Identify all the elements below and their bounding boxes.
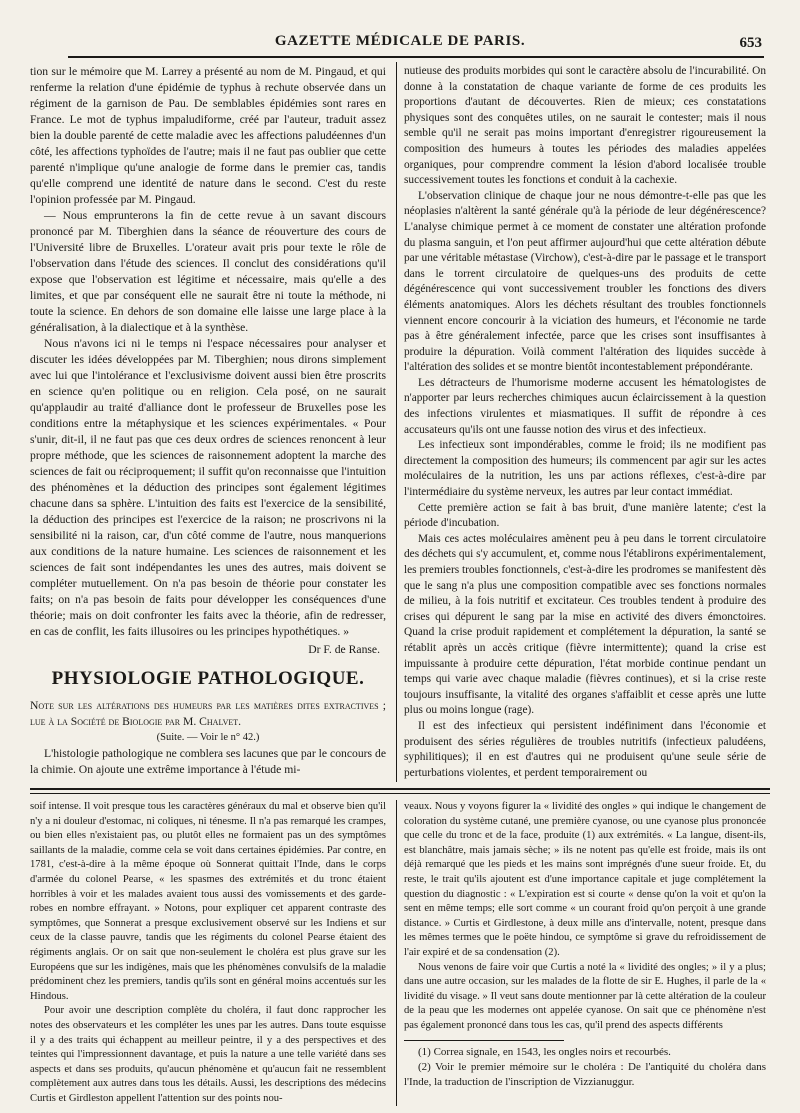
footnote: (2) Voir le premier mémoire sur le choléra : De l'antiquité du choléra dans l'Inde, la traduction de l'inscription de Vizzianuggur. — [404, 1060, 766, 1088]
article-paragraph: Mais ces actes moléculaires amènent peu à peu dans le torrent circulatoire des déchets qui s'y accumulent, et, comme nous l'établirons expérimentalement, les premiers troubles fonctionnels, c'est-à-dire les prodromes se manifestent dès que le sang n'a plus une composition compatible avec ses fonctions normales de milieu, à la fois nutritif et excitateur. Ces troubles tendent à produire des crises qui dépurent le sang par la mise en activité des divers émonctoires. Quand la crise produit rapidement et complétement la dépuration, la santé se rétablit après un accès critique (fièvre intermittente); quand la crise est impuissante à produire cette dépuration, l'état morbide continue pendant un temps qui varie avec chaque maladie (fièvres continues), et si la crise reste toujours insuffisante, la vitalité des organes s'affaiblit et cesse après une lutte plus ou moins longue (rage). — [404, 532, 766, 717]
column-divider — [396, 62, 397, 782]
article-paragraph: L'observation clinique de chaque jour ne nous démontre-t-elle pas que les néoplasies n'altèrent la santé générale qu'à la période de leur dégénérescence? L'analyse chimique permet à ce moment de constater une altération profonde du plasma sanguin, et l'on peut affirmer aujourd'hui que cette altération débute par une véritable métastase (Virchow), c'est-à-dire par le passage et le transport dans le torrent circulatoire de quelques-uns des produits de cette dégénérescence qui vont successivement troubler les fonctions des divers éléments anatomiques. Alors les déchets résultant des troubles fonctionnels viennent encore concourir à la viciation des humeurs, et l'économie ne tarde pas à être généralement infectée, parce que les crises sont insuffisantes à produire la dépuration. Voilà comment l'altération des liquides succède à l'altération des solides et se montre bientôt incontestablement prépondérante. — [404, 189, 766, 374]
page-number: 653 — [739, 35, 762, 51]
author-signature: Dr F. de Ranse. — [308, 643, 380, 656]
section-divider-thin — [30, 793, 770, 794]
article-paragraph: — Nous emprunterons la fin de cette revue à un savant discours prononcé par M. Tiberghien dans la séance de réouverture des cours de l'Université libre de Bruxelles. L'orateur avait pris pour texte le rôle de l'observation dans l'étude des sciences. Il conclut des considérations qu'il expose que l'observation est légitime et nécessaire, mais qu'elle a des limites, et que par conséquent elle ne saurait être ni toute la méthode, ni toute la science. En dehors de son domaine elle laisse une large place à la généralisation, à la dialectique et à la synthèse. — [30, 209, 386, 334]
upper-left-column — [30, 64, 386, 782]
section-title: PHYSIOLOGIE PATHOLOGIQUE. — [51, 668, 365, 689]
upper-right-column — [404, 64, 766, 782]
footnote: (1) Correa signale, en 1543, les ongles noirs et recourbés. — [418, 1045, 671, 1058]
article-paragraph: Nous venons de faire voir que Curtis a noté la « lividité des ongles; » il y a plus; dans une autre occasion, sur les malades de la flotte de sir E. Hughes, il parle de la « lividité du visage. » Il veut sans doute mentionner par là cette altération de la couleur de la peau que les modernes ont appelée cyanose. On sait que ce phénomène n'est pas également prononcé dans tous les cas, qu'il prend des aspects différents — [404, 961, 766, 1031]
column-divider — [396, 800, 397, 1106]
journal-title: GAZETTE MÉDICALE DE PARIS. — [274, 33, 526, 49]
header-rule — [68, 56, 764, 58]
section-divider — [30, 788, 770, 790]
continuation-note: (Suite. — Voir le n° 42.) — [156, 732, 260, 743]
note-title: Note sur les altérations des humeurs par les matières dites extractives ; lue à la Société de Biologie par M. Chalvet. — [30, 699, 386, 728]
footnotes — [404, 1045, 766, 1090]
article-paragraph: L'histologie pathologique ne comblera ses lacunes que par le concours de la chimie. On ajoute une extrême importance à l'étude mi- — [30, 747, 386, 776]
lower-left-column — [30, 800, 386, 1106]
article-paragraph: Pour avoir une description complète du choléra, il faut donc rapprocher les notes des observateurs et les compléter les unes par les autres. Dans toute esquisse il y a des traits qui échappent au meilleur peintre, il y a des perspectives et des teintes qui l'impressionnent davantage, et puis la nature a une telle variété dans ses aspects et dans ses produits, qu'aucun phénomène et qu'aucun fait ne ressemblent complètement aux autres dans tous les détails. Aussi, les descriptions des médecins Curtis et Girdleston appellent l'attention sur des points nou- — [30, 1005, 386, 1104]
article-paragraph: nutieuse des produits morbides qui sont le caractère absolu de l'incurabilité. On donne à la constatation de chaque variante de forme de ces produits les proportions d'autant de découvertes. Rien de mieux; ces constatations physiques sont des conquêtes utiles, on ne saurait le contester; mais il nous semble qu'il ne serait pas moins important d'enregistrer rigoureusement la composition des humeurs à toutes les périodes des maladies appelées organiques, pour comprendre comment la lésion d'abord localisée trouble successivement toutes les fonctions et conduit à la cachexie. — [404, 65, 766, 187]
article-paragraph: veaux. Nous y voyons figurer la « lividité des ongles » qui indique le changement de coloration du système cutané, une première cyanose, ou une cyanose plus prononcée que celle du tronc et de la face, produite (1) aux extrémités. « La langue, disent-ils, est blanchâtre, mais jamais sèche; » ils ne notent pas qu'elle est froide, mais ils ont déjà remarqué que les pieds et les mains sont imprégnés d'une sueur froide. Et, du reste, le trait qu'ils ajoutent est d'une importance capitale et juge complétement la question du diagnostic : « L'expiration est si courte « dense qu'on la voit et qu'on la sent en même temps; elle sort comme « un courant froid qu'on perçoit à une grande distance. » Curtis et Girdlestone, à deux mille ans d'intervalle, notent, presque dans les mêmes termes que le poëte hindou, ce symptôme si grave du refroidissement de l'air expiré et de sa condensation (2). — [404, 801, 766, 958]
article-paragraph: soif intense. Il voit presque tous les caractères généraux du mal et observe bien qu'il n'y a ni douleur d'estomac, ni coliques, ni ténesme. Il n'a pas remarqué les crampes, ou bien elles n'existaient pas, ou plutôt elles ne formaient pas un des symptômes saillants de la maladie, comme cela se voit dans certaines épidémies. Par contre, en 1781, c'est-à-dire à la même époque où Sonnerat quittait l'Inde, dans le corps d'armée du colonel Pearse, « les spasmes des extrémités et du tronc étaient horribles à voir et les malades avaient tous aussi des vomissements et des garde-robes en nombre effrayant. » Notons, pour expliquer cet apparent contraste des symptômes, que Sonnerat a presque exclusivement observé sur les Indiens et sur ceux de la classe pauvre, tandis que les régiments du colonel Pearse étaient des régiments anglais. Or on sait que non-seulement le choléra est plus grave sur les Européens que sur les indigènes, mais que les phénomènes convulsifs de la maladie prédominent chez les premiers, tandis qu'ils sont en général moins accentués sur les Hindous. — [30, 801, 386, 1002]
article-paragraph: Cette première action se fait à bas bruit, d'une manière latente; c'est la période d'incubation. — [404, 501, 766, 530]
article-paragraph: Les détracteurs de l'humorisme moderne accusent les hématologistes de n'apporter par leurs recherches chimiques aucun éclaircissement à la question des infections virulentes et miasmatiques. Il suffit de répondre à ces accusateurs qu'ils ont une fausse notion des virus et des infectieux. — [404, 376, 766, 436]
article-paragraph: Nous n'avons ici ni le temps ni l'espace nécessaires pour analyser et discuter les idées développées par M. Tiberghien; nous dirons simplement avec lui que l'intolérance et l'exclusivisme doivent aussi bien être proscrits en science qu'en politique ou en religion. Cela posé, on ne saurait qu'applaudir au traité d'alliance dont le professeur de Bruxelles pose les conditions entre la métaphysique et les sciences expérimentales. « Pour s'unir, dit-il, il ne faut pas que ces deux ordres de sciences renoncent à leur propre méthode, que les sciences de raisonnement adoptent la marche des sciences de fait ou réciproquement; il suffit qu'on reconnaisse que l'intuition des phénomènes et la déduction des principes sont également légitimes chacune dans sa sphère. L'intuition des faits est l'exercice de la sensibilité, la déduction des principes est l'exercice de la raison; ne proscrivons ni la sensibilité ni la raison, car, d'un côté comme de l'autre, nous manquerions aux conditions de la nature humaine. Les sciences de raisonnement et les sciences de fait sont indépendantes les unes des autres, mais doivent se compléter mutuellement. On n'a pas besoin de théorie pour constater les faits; on n'a pas besoin de faits pour développer les conséquences d'une théorie; mais on doit confronter les faits avec la théorie, afin de redresser, en cas de conflit, les faits illusoires ou les principes hypothétiques. » — [30, 337, 386, 638]
article-paragraph: Les infectieux sont impondérables, comme le froid; ils ne modifient pas directement la composition des humeurs; ils commencent par agir sur les actes moléculaires de la nutrition, les uns par actions réflexes, c'est-à-dire par l'intermédiaire du système nerveux, les autres par leur contact immédiat. — [404, 439, 766, 499]
article-paragraph: tion sur le mémoire que M. Larrey a présenté au nom de M. Pingaud, et qui renferme la relation d'une épidémie de typhus à rechute observée dans un régiment de la garnison de Pau. De semblables épidémies sont rares en France. Le mot de typhus impaludiforme, créé par l'auteur, traduit assez bien la double parenté de cette maladie avec les affections paludéennes d'un côté, les affections typhoïdes de l'autre; mais il ne faut pas oublier que cette parenté n'implique qu'une analogie de forme dans le premier cas, tandis qu'elle comprend une identité de nature dans le second. C'est du reste l'opinion professée par M. Pingaud. — [30, 65, 386, 206]
article-paragraph: Il est des infectieux qui persistent indéfiniment dans l'économie et produisent des séries régulières de troubles nutritifs (infectieux paludéens, syphilitiques); il en est d'autres qui ne produisent qu'une seule série de perturbations violentes, et perdent temporairement ou — [404, 719, 766, 779]
footnote-rule — [404, 1040, 564, 1041]
lower-right-column — [404, 800, 766, 1106]
